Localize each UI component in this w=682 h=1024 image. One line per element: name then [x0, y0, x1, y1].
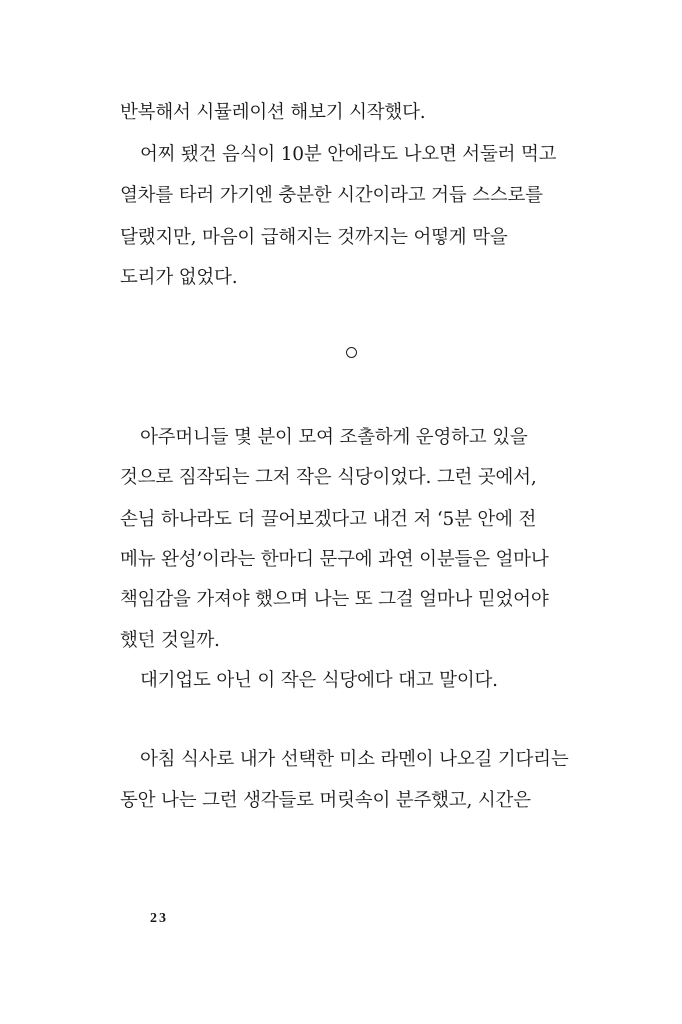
text-line: 책임감을 가져야 했으며 나는 또 그걸 얼마나 믿었어야	[120, 589, 549, 610]
text-line: 아주머니들 몇 분이 모여 조촐하게 운영하고 있을	[140, 427, 528, 448]
text-line: 했던 것일까.	[120, 630, 220, 651]
text-line: 달랬지만, 마음이 급해지는 것까지는 어떻게 막을	[120, 227, 508, 248]
text-line: 반복해서 시뮬레이션 해보기 시작했다.	[120, 102, 426, 123]
text-line: 열차를 타러 가기엔 충분한 시간이라고 거듭 스스로를	[120, 185, 543, 206]
page-number: 23	[150, 911, 168, 926]
text-line: 대기업도 아닌 이 작은 식당에다 대고 말이다.	[140, 670, 498, 691]
text-line: 손님 하나라도 더 끌어보겠다고 내건 저 ‘5분 안에 전	[120, 509, 537, 530]
text-line: 아침 식사로 내가 선택한 미소 라멘이 나오길 기다리는	[140, 749, 569, 770]
text-line: 도리가 없었다.	[120, 267, 238, 288]
section-break-circle-icon	[346, 347, 357, 358]
text-line: 동안 나는 그런 생각들로 머릿속이 분주했고, 시간은	[120, 790, 531, 811]
text-line: 메뉴 완성’이라는 한마디 문구에 과연 이분들은 얼마나	[120, 549, 549, 570]
text-line: 어찌 됐건 음식이 10분 안에라도 나오면 서둘러 먹고	[140, 144, 557, 165]
text-line: 것으로 짐작되는 그저 작은 식당이었다. 그런 곳에서,	[120, 467, 537, 488]
